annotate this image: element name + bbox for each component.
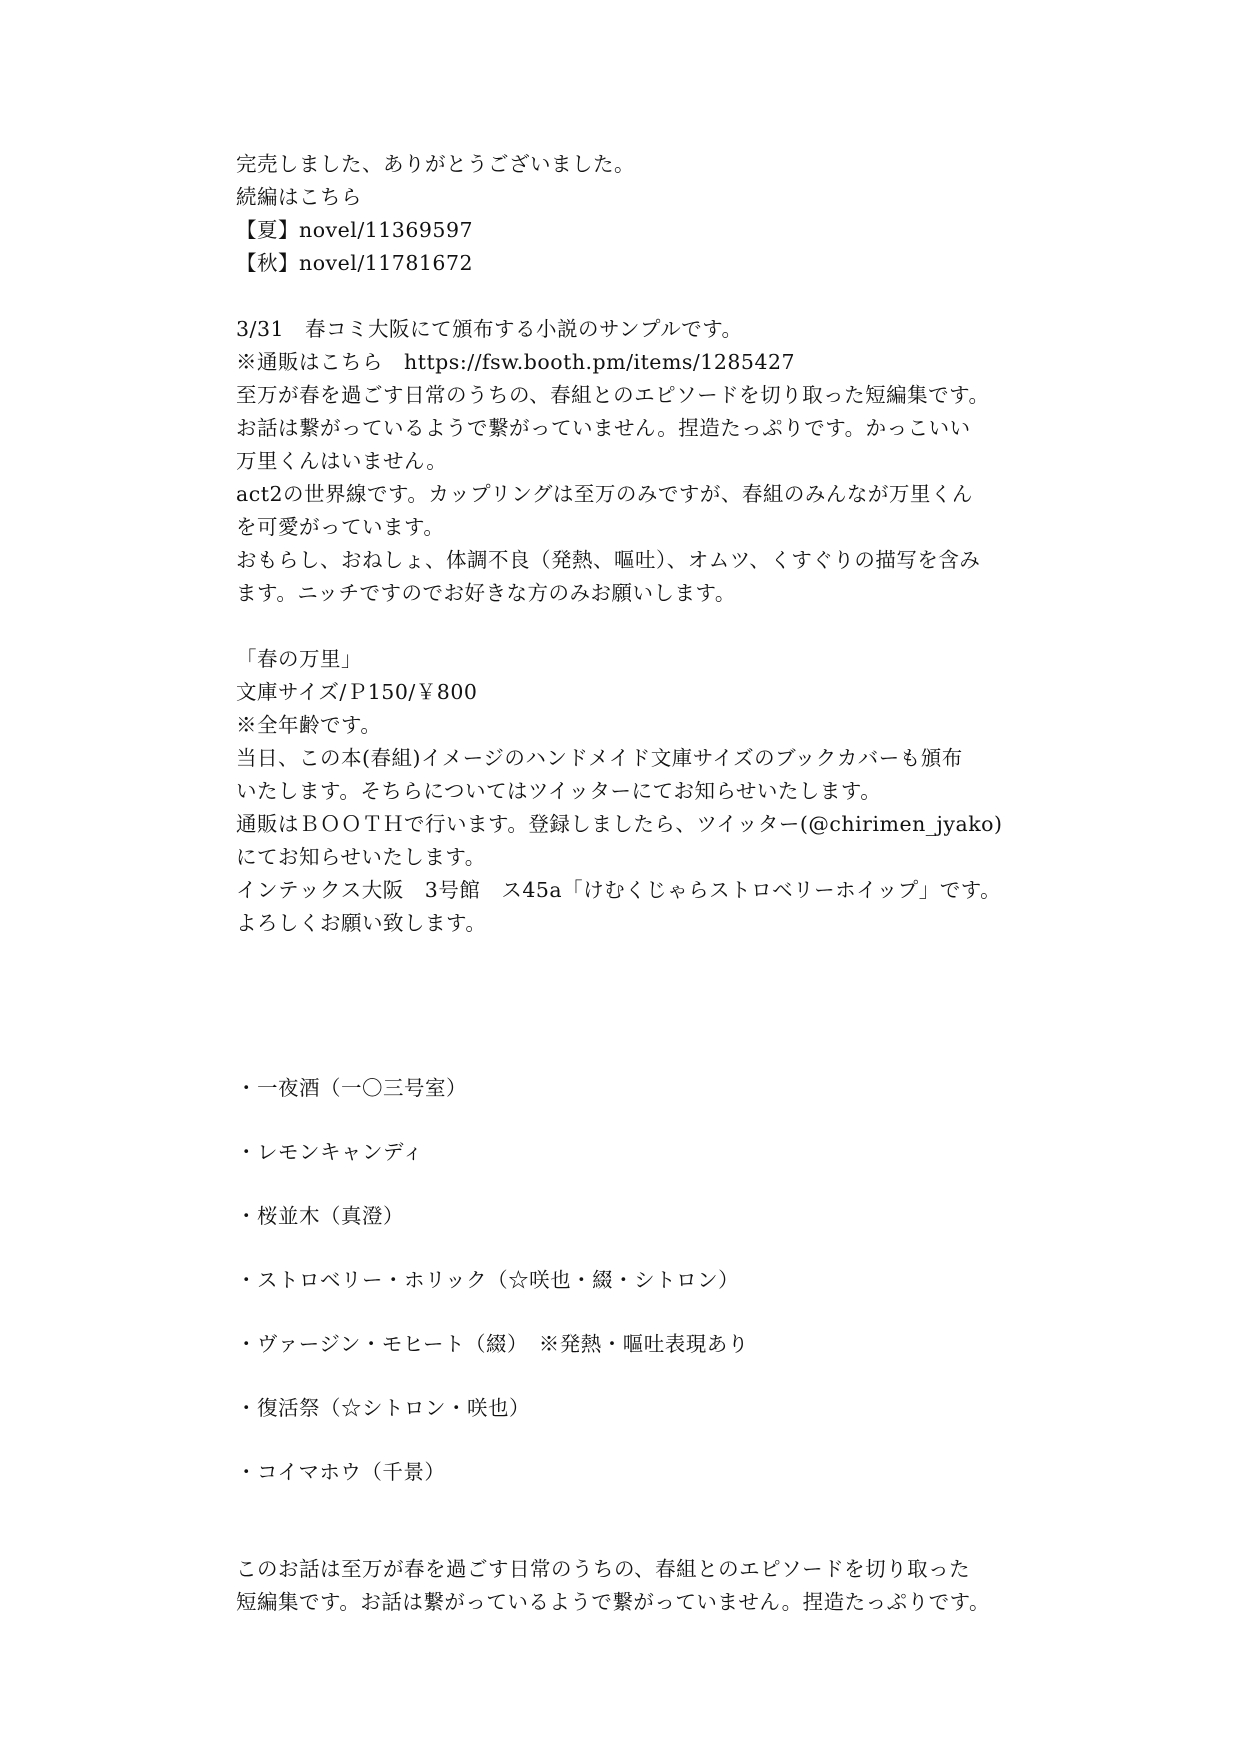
closing-line: このお話は至万が春を過ごす日常のうちの、春組とのエピソードを切り取った — [236, 1557, 971, 1581]
toc-item: ・ヴァージン・モヒート（綴） ※発熱・嘔吐表現あり — [236, 1332, 749, 1356]
header-section — [236, 148, 1016, 280]
booth-location: インテックス大阪 3号館 ス45a「けむくじゃらストロベリーホイップ」です。 — [236, 878, 1002, 902]
book-info-line: いたします。そちらについてはツイッターにてお知らせいたします。 — [236, 779, 882, 803]
intro-line: ※通販はこちら https://fsw.booth.pm/items/1285427 — [236, 350, 796, 374]
spacer — [236, 280, 1016, 313]
sequel-label: 続編はこちら — [236, 185, 362, 209]
book-info-line: 当日、この本(春組)イメージのハンドメイド文庫サイズのブックカバーも頒布 — [236, 746, 963, 770]
intro-section — [236, 313, 1016, 610]
intro-line: お話は繋がっているようで繋がっていません。捏造たっぷりです。かっこいい — [236, 416, 971, 440]
spacer — [236, 1489, 1016, 1522]
book-title: 「春の万里」 — [236, 647, 362, 671]
intro-line: を可愛がっています。 — [236, 515, 445, 539]
book-specs: 文庫サイズ/Ｐ150/￥800 — [236, 680, 478, 704]
book-rating: ※全年齢です。 — [236, 713, 382, 737]
intro-line: 至万が春を過ごす日常のうちの、春組とのエピソードを切り取った短編集です。 — [236, 383, 990, 407]
toc-item: ・復活祭（☆シトロン・咲也） — [236, 1396, 530, 1420]
closing-line: 短編集です。お話は繋がっているようで繋がっていません。捏造たっぷりです。 — [236, 1590, 990, 1614]
spacer — [236, 1039, 1016, 1072]
book-info-line: 通販はＢＯＯＴＨで行います。登録しましたら、ツイッター(@chirimen_jyako) — [236, 812, 1003, 836]
document-page — [236, 148, 1016, 1619]
book-info-line: よろしくお願い致します。 — [236, 911, 487, 935]
intro-line: 万里くんはいません。 — [236, 449, 448, 473]
table-of-contents — [236, 1072, 1016, 1489]
intro-line: おもらし、おねしょ、体調不良（発熱、嘔吐）、オムツ、くすぐりの描写を含み — [236, 548, 981, 572]
spacer — [236, 610, 1016, 643]
toc-item: ・桜並木（真澄） — [236, 1204, 404, 1228]
sequel-autumn-link: 【秋】novel/11781672 — [236, 251, 474, 275]
book-info-line: にてお知らせいたします。 — [236, 845, 486, 869]
closing-section — [236, 1553, 1016, 1619]
sequel-summer-link: 【夏】novel/11369597 — [236, 218, 474, 242]
spacer — [236, 940, 1016, 1039]
intro-line: 3/31 春コミ大阪にて頒布する小説のサンプルです。 — [236, 317, 743, 341]
intro-line: act2の世界線です。カップリングは至万のみですが、春組のみんなが万里くん — [236, 482, 973, 506]
toc-item: ・一夜酒（一〇三号室） — [236, 1076, 467, 1100]
sold-out-notice: 完売しました、ありがとうございました。 — [236, 152, 635, 176]
intro-line: ます。ニッチですのでお好きな方のみお願いします。 — [236, 581, 736, 605]
book-info-section — [236, 643, 1016, 940]
toc-item: ・ストロベリー・ホリック（☆咲也・綴・シトロン） — [236, 1268, 740, 1292]
toc-item: ・コイマホウ（千景） — [236, 1460, 446, 1484]
toc-item: ・レモンキャンディ — [236, 1140, 424, 1164]
